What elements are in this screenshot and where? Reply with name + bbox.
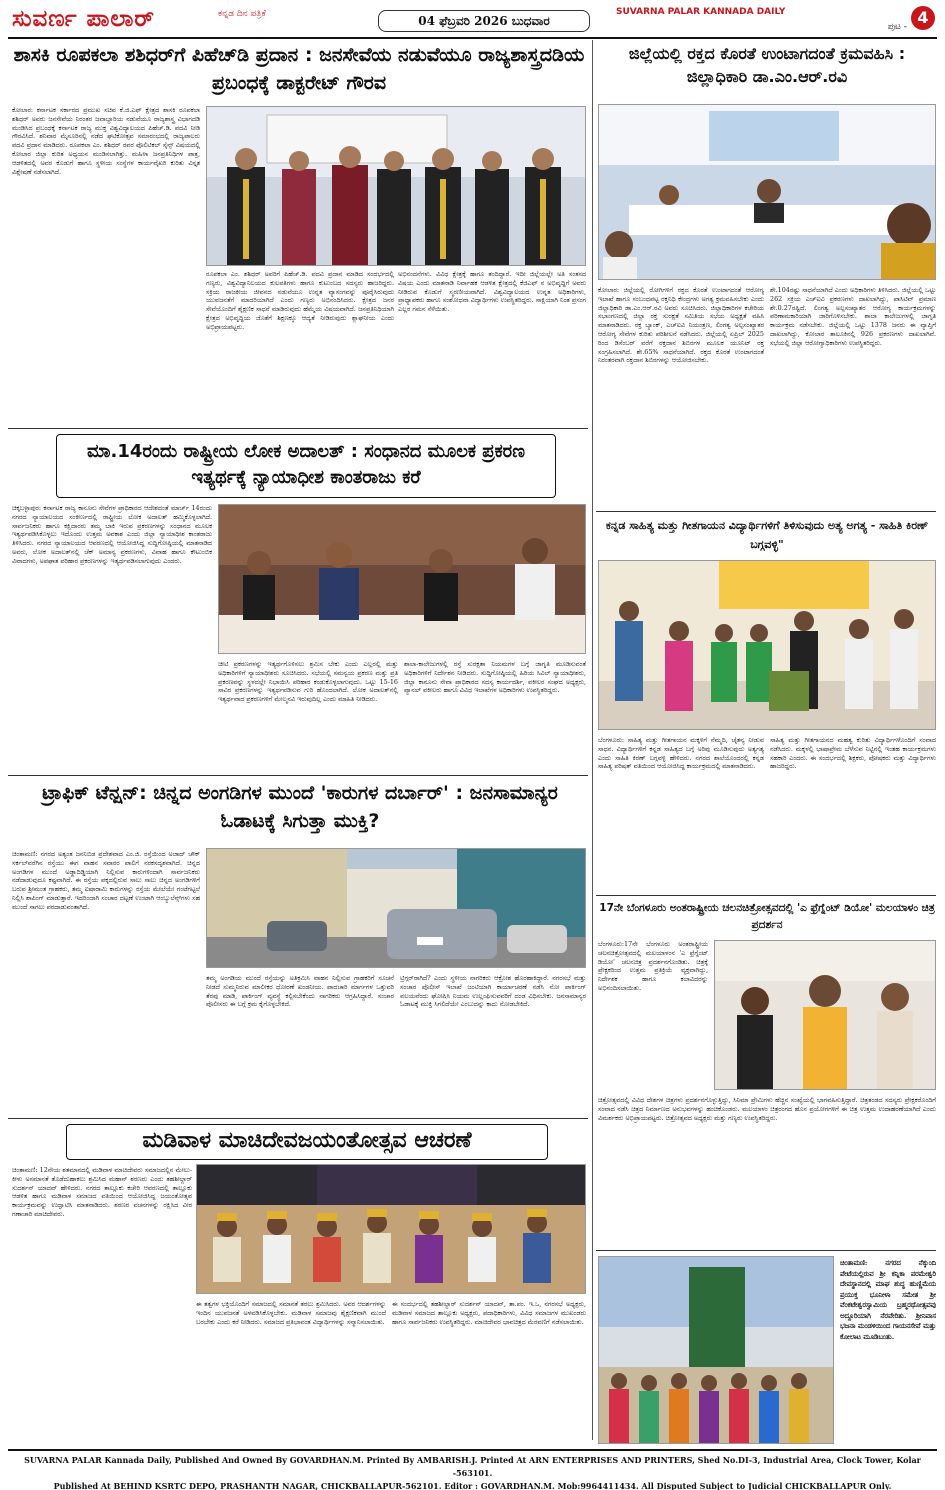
article-body: ಬೆಂಗಳೂರು:17ನೇ ಬೆಂಗಳೂರು ಅಂತರಾಷ್ಟ್ರೀಯ ಚಲನಚಿತ್ರೋತ್ಸವದಲ್ಲಿ ಮಲಯಾಳಂನ 'ಎ ಫ್ರೆಗ್ನೆಂಟ್ ಡಿಯೋ' ಚಲನಚಿತ್ರ ಪ್ರದರ್ಶನಗೊಂಡಿತು. ಚಿತ್ರಕ್ಕೆ ಪ್ರೇಕ್ಷಕರಿಂದ ಉತ್ತಮ ಪ್ರತಿಕ್ರಿಯೆ ವ್ಯಕ್ತವಾಗಿದ್ದು, ನಿರ್ದೇಶಕ ಹಾಗೂ ಕಲಾವಿದರನ್ನು ಅಭಿನಂದಿಸಲಾಯಿತು.: [598, 940, 708, 992]
imprint-line-1: SUVARNA PALAR Kannada Daily, Published And Owned By GOVARDHAN.M. Printed By AMBARISH.J. Printed At ARN ENTERPRISES AND PRINTERS, Shed No.DI-3, Industrial Area, Clock Tower, Kolar -563101.: [24, 1455, 921, 1478]
chariot-festival-photo: [598, 1256, 834, 1444]
article-body: ಚಿಂತಾಮಣಿ: ನಗರದ ಅತ್ಯಂತ ಜನನಿಬಿಡ ಪ್ರದೇಶವಾದ ಎಂ.ಜಿ. ರಸ್ತೆಯಿಂದ ಅಜಾದ್ ಚೌಕ್ ಸರ್ಕಲ್‌ವರೆಗಿನ ರಸ್ತೆಯು ಈಗ ವಾಹನ ಸವಾರರ ಪಾಲಿಗೆ ನರಕಸದೃಶವಾಗಿದೆ. ಚಿನ್ನದ ಅಂಗಡಿಗಳ ಮುಂದೆ ಅಡ್ಡಾದಿಡ್ಡಿಯಾಗಿ ನಿಲ್ಲಿಸುವ ಕಾರುಗಳಿಂದಾಗಿ ಸಾರ್ವಜನಿಕರು ನಡೆದಾಡುವುದೂ ಕಷ್ಟವಾಗಿದೆ. ಈ ರಸ್ತೆಯ ಪಕ್ಕದಲ್ಲಿರುವ ಸಾಲು ಸಾಲು ಚಿನ್ನದ ಅಂಗಡಿಗಳಿಗೆ ಬರುವ ಶ್ರೀಮಂತ ಗ್ರಾಹಕರು, ತಮ್ಮ ಐಷಾರಾಮಿ ಕಾರುಗಳನ್ನು ರಸ್ತೆಯ ಮೇಲೆಯೇ ಗಂಟೆಗಟ್ಟಲೆ ನಿಲ್ಲಿಸಿ ಶಾಪಿಂಗ್ ಮಾಡುತ್ತಾರೆ. ಇದರಿಂದಾಗಿ ಸಂಚಾರ ದಟ್ಟಣೆ ಉಂಟಾಗಿ ಆಂಬ್ಯುಲೆನ್ಸ್‌ಗಳು ಸಹ ಮುಂದೆ ಸಾಗಲು ಪರದಾಡುವಂತಾಗಿದೆ.: [12, 850, 200, 911]
article-body: ರೂಪಕಲಾ ಎಂ. ಶಶಿಧರ್ ಅವರಿಗೆ ಪಿಹೆಚ್.ಡಿ. ಪದವಿ ಪ್ರದಾನ ಮಾಡಿದ ಸಂದರ್ಭದಲ್ಲಿ ಗಣ್ಯರು, ವಿಶ್ವವಿದ್ಯಾನಿಲಯದ ಕುಲಪತಿಗಳು ಹಾಗೂ ಕುಟುಂಬದ ಸದಸ್ಯರು ಹಾಜರಿದ್ದರು. ಸಕ್ರಿಯ ರಾಜಕೀಯ ಜೀವನದ ನಡುವೆಯೂ ಉನ್ನತ ವ್ಯಾಸಂಗವನ್ನು ಪೂರೈಸಿರುವುದು ಯುವಜನತೆಗೆ ಮಾದರಿಯಾಗಿದೆ ಎಂದು ಗಣ್ಯರು ಅಭಿನಂದಿಸಿದರು. ಕ್ಷೇತ್ರದ ಜನರ ಸೇವೆಯೊಂದಿಗೆ ಶೈಕ್ಷಣಿಕ ಸಾಧನೆ ಮಾಡಿರುವುದು ಹೆಮ್ಮೆಯ ವಿಷಯವಾಗಿದೆ. ಜನಪ್ರತಿನಿಧಿಯಾಗಿ ಕ್ಷೇತ್ರದ ಅಭಿವೃದ್ಧಿಯ ಜೊತೆಗೆ ಶಿಕ್ಷಣಕ್ಕೂ ಆದ್ಯತೆ ನೀಡಿರುವುದು ಶ್ಲಾಘನೀಯ ಎಂದು ಅಭಿಪ್ರಾಯಪಟ್ಟರು.: [206, 270, 394, 331]
article-headline: ಶಾಸಕಿ ರೂಪಕಲಾ ಶಶಿಧರ್‌ಗೆ ಪಿಹೆಚ್‌ಡಿ ಪ್ರದಾನ : ಜನಸೇವೆಯ ನಡುವೆಯೂ ರಾಜ್ಯಶಾಸ್ತ್ರದಡಿಯ ಪ್ರಬಂಧಕ್ಕೆ ಡಾಕ್ಟರೇಟ್ ಗೌರವ: [13, 44, 585, 94]
phd-convocation-photo: [206, 106, 586, 266]
article-body: ಅಭಿನಂದನೆಗಳು. ವಿವಿಧ ಕ್ಷೇತ್ರಕ್ಕೆ ಹಾಗೂ ತಂದಿದ್ದಾರೆ. ಇದೀ ಜಿಲ್ಲೆಯಲ್ಲೇ ಅತಿ ಸಂತಸದ ವಿಷಯ ಎಂದು ಮಾತನಾಡಿ ನಿರ್ವಾಹಕ ಆಡಳಿತ ಕ್ಷೇತ್ರದಲ್ಲಿ ಕೆಜಿಎಫ್ ನ ಅಭಿವೃದ್ಧಿಗೆ ಅವರು ನೀಡಿರುವ ಕೊಡುಗೆ ಸ್ಮರಣೀಯವಾಗಿದೆ. ವಿಶ್ವವಿದ್ಯಾಲಯದ ಉನ್ನತ ಅಧಿಕಾರಿಗಳು, ಪ್ರಾಧ್ಯಾಪಕರು ಹಾಗೂ ಸಂಶೋಧನಾ ವಿದ್ಯಾರ್ಥಿಗಳು ಉಪಸ್ಥಿತರಿದ್ದರು. ಸಾಕ್ಷಿಯಾಗಿ ನಿಂತ ಪ್ರಸಂಗ ಎಲ್ಲರ ಗಮನ ಸೆಳೆಯಿತು.: [398, 270, 586, 314]
film-festival-photo: [714, 940, 936, 1090]
article-body: ಚಿಂತಾಮಣಿ: 12ನೇಯ ಶತಮಾನದಲ್ಲಿ ಮಡಿವಾಳ ಮಾಚಿದೇವರು ಸಮಾಜದಲ್ಲಿನ ಮೇಲು-ಕೀಳು ಅಸಮಾನತೆ ತೊಡೆದುಹಾಕಲು ಶ್ರಮಿಸಿದ ಮಹಾನ್ ಶರಣರು ಎಂದು ತಹಶೀಲ್ದಾರ್ ಸುದರ್ಶನ್ ಯಾದವ್ ಹೇಳಿದರು. ನಗರದ ತಾಲ್ಲೂಕು ಕಚೇರಿ ಆವರಣದಲ್ಲಿ ತಾಲ್ಲೂಕು ಆಡಳಿತ ಹಾಗೂ ಮಡಿವಾಳ ಸಮಾಜದ ವತಿಯಿಂದ ಆಯೋಜಿಸಿದ್ದ ಜಯಂತೋತ್ಸವ ಕಾರ್ಯಕ್ರಮವನ್ನು ಉದ್ಘಾಟಿಸಿ ಮಾತನಾಡಿದರು. ಶರಣರ ವಚನಗಳನ್ನು ರಕ್ಷಿಸಿದ ವೀರ ಗಣಾಚಾರಿ ಮಾಚಿದೇವರು.: [12, 1166, 192, 1218]
article-body: ಬೆಂಗಳೂರು: ಸಾಹಿತ್ಯ ಮತ್ತು ಗೀತಗಾಯನ ಮಕ್ಕಳಿಗೆ ನೆಮ್ಮದಿ, ಚೈತನ್ಯ ನೀಡುವ ಸಾಧನ. ವಿದ್ಯಾರ್ಥಿಗಳಿಗೆ ಕನ್ನಡ ಸಾಹಿತ್ಯದ ಬಗ್ಗೆ ಅರಿವು ಮೂಡಿಸುವುದು ಅತ್ಯಗತ್ಯ ಎಂದು ಸಾಹಿತಿ ಕಿರಣ್ ಬಗ್ಗವಳ್ಳಿ ಹೇಳಿದರು. ನಗರದ ಶಾಲೆಯೊಂದರಲ್ಲಿ ಕನ್ನಡ ಸಾಹಿತ್ಯ ಪರಿಷತ್ ವತಿಯಿಂದ ಆಯೋಜಿಸಿದ್ದ ಕಾರ್ಯಕ್ರಮದಲ್ಲಿ ಮಾತನಾಡಿದರು.: [598, 736, 764, 771]
section-divider: [596, 895, 936, 896]
article-headline: ಮಾ.14ರಂದು ರಾಷ್ಟ್ರೀಯ ಲೋಕ ಅದಾಲತ್ : ಸಂಧಾನದ ಮೂಲಕ ಪ್ರಕರಣ ಇತ್ಯರ್ಥಕ್ಕೆ ನ್ಯಾಯಾಧೀಶ ಕಾಂತರಾಜು ಕರೆ: [56, 434, 556, 498]
blood-committee-meeting-photo: [598, 104, 936, 280]
article-body: ಶೇ.104ರಷ್ಟು ಸಾಧನೆಯಾಗಿದೆ ಎಂದು ಅಧಿಕಾರಿಗಳು ತಿಳಿಸಿದರು. ಜಿಲ್ಲೆಯಲ್ಲಿ ಒಟ್ಟು 262 ಸಕ್ರಿಯ ಎಚ್‌ಐವಿ ಪ್ರಕರಣಗಳು ದಾಖಲಾಗಿದ್ದು, ಪಾಸಿಟಿವ್ ಪ್ರಮಾಣ ಶೇ.0.27ರಷ್ಟಿದೆ. ಲಿಂಗತ್ವ ಅಲ್ಪಸಂಖ್ಯಾತರ ಆರೋಗ್ಯ ಕಾರ್ಯಕ್ರಮಗಳನ್ನು ಪರಿಣಾಮಕಾರಿಯಾಗಿ ಜಾರಿಗೊಳಿಸಬೇಕು. ಶಾಲಾ ಕಾಲೇಜುಗಳಲ್ಲಿ ಜಾಗೃತಿ ಕಾರ್ಯಕ್ರಮ ನಡೆಸಬೇಕು. ಜಿಲ್ಲೆಯಲ್ಲಿ ಒಟ್ಟು 1378 ಜನರು ಈ ವ್ಯಾಪ್ತಿಗೆ ದಾಖಲಾಗಿದ್ದು, ಕೋಲಾರ ತಾಲೂಕಿನಲ್ಲಿ 926 ಪ್ರಕರಣಗಳು ದಾಖಲಾಗಿವೆ. ಸಭೆಯಲ್ಲಿ ಜಿಲ್ಲಾ ಆರೋಗ್ಯಾಧಿಕಾರಿಗಳು ಉಪಸ್ಥಿತರಿದ್ದರು.: [770, 286, 936, 347]
jayanthi-celebration-photo: [196, 1164, 586, 1294]
article-body: ಈ ಸಂದರ್ಭದಲ್ಲಿ ತಹಶೀಲ್ದಾರ್ ಸುದರ್ಶನ್ ಯಾದವ್, ತಾ.ಪಂ. ಇ.ಒ, ನಗರಸಭೆ ಅಧ್ಯಕ್ಷರು, ಮಡಿವಾಳ ಸಮಾಜದ ತಾಲ್ಲೂಕು ಅಧ್ಯಕ್ಷರು, ಪದಾಧಿಕಾರಿಗಳು, ವಿವಿಧ ಸಮಾಜಗಳ ಮುಖಂಡರು ಹಾಗೂ ಸಾರ್ವಜನಿಕರು ಉಪಸ್ಥಿತರಿದ್ದರು. ಮಾಚಿದೇವರ ಭಾವಚಿತ್ರದ ಮೆರವಣಿಗೆ ನಡೆಸಲಾಯಿತು.: [392, 1300, 586, 1326]
article-body: ಈ ತತ್ವಗಳ ಭಕ್ತಿಯೊಂದಿಗೆ ಸಮಾಜದಲ್ಲಿ ಸಮಾನತೆ ತರಲು ಶ್ರಮಿಸಿದರು. ಅವರ ಆದರ್ಶಗಳನ್ನು ಇಂದಿನ ಯುವಜನತೆ ಅಳವಡಿಸಿಕೊಳ್ಳಬೇಕು. ಮಡಿವಾಳ ಸಮಾಜವು ಶೈಕ್ಷಣಿಕವಾಗಿ ಮುಂದೆ ಬರಬೇಕು ಎಂದು ಕರೆ ನೀಡಿದರು. ಸಮಾಜದ ಪ್ರತಿಭಾವಂತ ವಿದ್ಯಾರ್ಥಿಗಳನ್ನು ಸನ್ಮಾನಿಸಲಾಯಿತು.: [196, 1300, 386, 1326]
article-body: ಚಿತ್ರೋತ್ಸವದಲ್ಲಿ ವಿವಿಧ ದೇಶಗಳ ಚಿತ್ರಗಳು ಪ್ರದರ್ಶನಗೊಳ್ಳುತ್ತಿದ್ದು, ಸಿನಿಮಾ ಪ್ರೇಮಿಗಳು ಹೆಚ್ಚಿನ ಸಂಖ್ಯೆಯಲ್ಲಿ ಭಾಗವಹಿಸುತ್ತಿದ್ದಾರೆ. ಚಿತ್ರತಂಡದ ಸದಸ್ಯರು ಪ್ರೇಕ್ಷಕರೊಂದಿಗೆ ಸಂವಾದ ನಡೆಸಿ ಚಿತ್ರದ ನಿರ್ಮಾಣದ ಅನುಭವಗಳನ್ನು ಹಂಚಿಕೊಂಡರು. ಮಲಯಾಳಂ ಚಿತ್ರರಂಗದ ಹೊಸ ಪ್ರಯೋಗಗಳಿಗೆ ಈ ಚಿತ್ರ ಉತ್ತಮ ಉದಾಹರಣೆಯಾಗಿದೆ ಎಂದು ವಿಮರ್ಶಕರು ಅಭಿಪ್ರಾಯಪಟ್ಟರು. ಚಿತ್ರೋತ್ಸವದ ಅಧ್ಯಕ್ಷರು ಮತ್ತು ಗಣ್ಯರು ಉಪಸ್ಥಿತರಿದ್ದರು.: [598, 1096, 936, 1122]
article-body: ಕೋಲಾರ: ಜಿಲ್ಲೆಯಲ್ಲಿ ರೋಗಿಗಳಿಗೆ ರಕ್ತದ ಕೊರತೆ ಉಂಟಾಗದಂತೆ ಆರೋಗ್ಯ ಇಲಾಖೆ ಹಾಗೂ ಸಂಬಂಧಪಟ್ಟ ರಕ್ತನಿಧಿ ಕೇಂದ್ರಗಳು ಅಗತ್ಯ ಕ್ರಮವಹಿಸಬೇಕು ಎಂದು ಜಿಲ್ಲಾಧಿಕಾರಿ ಡಾ.ಎಂ.ಆರ್.ರವಿ ಅವರು ಸೂಚಿಸಿದರು. ಜಿಲ್ಲಾಧಿಕಾರಿಗಳ ಕಚೇರಿಯ ಸಭಾಂಗಣದಲ್ಲಿ ಜಿಲ್ಲಾ ರಕ್ತ ಸುರಕ್ಷತೆ ಸಮಿತಿಯ ಸಭೆಯ ಅಧ್ಯಕ್ಷತೆ ವಹಿಸಿ ಮಾತನಾಡಿದರು. ರಕ್ತ ಬ್ಯಾಂಕ್, ಎಚ್‌ಐವಿ ನಿಯಂತ್ರಣ, ಲಿಂಗತ್ವ ಅಲ್ಪಸಂಖ್ಯಾತರ ಆರೋಗ್ಯ ಸೇವೆಗಳ ಕುರಿತು ಪರಿಶೀಲನೆ ನಡೆಸಿದರು. ಜಿಲ್ಲೆಯಲ್ಲಿ ಏಪ್ರಿಲ್ 2025 ರಿಂದ ಡಿಸೆಂಬರ್ ವರೆಗೆ ರಕ್ತದಾನ ಶಿಬಿರಗಳ ಮೂಲಕ ಯೂನಿಟ್ ರಕ್ತ ಸಂಗ್ರಹಿಸಲಾಗಿದೆ. ಶೇ.65% ಸಾಧನೆಯಾಗಿದೆ. ರಕ್ತದ ಕೊರತೆ ಉಂಟಾಗದಂತೆ ನಿರಂತರವಾಗಿ ರಕ್ತದಾನ ಶಿಬಿರಗಳನ್ನು ಆಯೋಜಿಸಬೇಕು.: [598, 286, 764, 365]
section-divider: [8, 775, 588, 776]
newspaper-english-name: SUVARNA PALAR KANNADA DAILY: [616, 7, 786, 17]
section-divider: [596, 1250, 936, 1251]
article-body: ಶಾಲಾ-ಕಾಲೇಜುಗಳಲ್ಲಿ ರಸ್ತೆ ಸುರಕ್ಷತಾ ನಿಯಮಗಳ ಬಗ್ಗೆ ಜಾಗೃತಿ ಮೂಡಿಸುವಂತೆ ಅಧಿಕಾರಿಗಳಿಗೆ ನಿರ್ದೇಶನ ನೀಡಿದರು. ಸುದ್ದಿಗೋಷ್ಠಿಯಲ್ಲಿ ಹಿರಿಯ ಸಿವಿಲ್ ನ್ಯಾಯಾಧೀಶರು, ಜಿಲ್ಲಾ ಕಾನೂನು ಸೇವಾ ಪ್ರಾಧಿಕಾರದ ಸದಸ್ಯ ಕಾರ್ಯದರ್ಶಿ, ವಕೀಲರ ಸಂಘದ ಅಧ್ಯಕ್ಷರು, ಪ್ಯಾನಲ್ ವಕೀಲರು ಹಾಗೂ ವಿವಿಧ ಇಲಾಖೆಗಳ ಅಧಿಕಾರಿಗಳು ಉಪಸ್ಥಿತರಿದ್ದರು.: [404, 660, 586, 695]
article-headline: ಜಿಲ್ಲೆಯಲ್ಲಿ ರಕ್ತದ ಕೊರತೆ ಉಂಟಾಗದಂತೆ ಕ್ರಮವಹಿಸಿ : ಜಿಲ್ಲಾಧಿಕಾರಿ ಡಾ.ಎಂ.ಆರ್.ರವಿ: [628, 44, 906, 87]
article-body: ಟ್ರಿಗ್ಗರ್‌ರಾಗಿದೆ? ಎಂದು ಸ್ಥಳೀಯ ನಾಗರಿಕರು ಆಕ್ರೋಶ ಹೊರಹಾಕಿದ್ದಾರೆ. ನಗರಸಭೆ ಮತ್ತು ಸಂಚಾರ ಪೊಲೀಸ್ ಇಲಾಖೆ ಜಂಟಿಯಾಗಿ ಕಾರ್ಯಾಚರಣೆ ನಡೆಸಿ ನೋ ಪಾರ್ಕಿಂಗ್ ವಲಯವೆಂದು ಘೋಷಿಸಿ ನಿಯಮ ಉಲ್ಲಂಘಿಸುವವರಿಗೆ ದಂಡ ವಿಧಿಸಬೇಕು. ಜನಸಾಮಾನ್ಯರ ಓಡಾಟಕ್ಕೆ ಮುಕ್ತಿ ಸಿಗಲಿದೆಯೇ ಎಂಬುದನ್ನು ಕಾದು ನೋಡಬೇಕಿದೆ.: [400, 974, 586, 1009]
newspaper-title: ಸುವರ್ಣ ಪಾಲಾರ್: [12, 6, 156, 32]
page-label: ಪುಟ -: [887, 22, 907, 32]
masthead-rule: [8, 37, 937, 39]
issue-date: 04 ಫೆಬ್ರವರಿ 2026 ಬುಧವಾರ: [378, 10, 590, 32]
article-body: ಚಿಂತಾಮಣಿ: ನಗರದ ನೆಕ್ಕುಂದಿ ಪೇಟೆಯಲ್ಲಿರುವ ಶ್ರೀ ಕನ್ನಿಕಾ ಪರಮೇಶ್ವರಿ ದೇವಸ್ಥಾನದಲ್ಲಿ ಮಾಘ ಶುದ್ಧ ಹುಣ್ಣಿಮೆಯ ಪ್ರಯುಕ್ತ ಭೂನೀಳಾ ಸಮೇತ ಶ್ರೀ ವೆಂಕಟೇಶ್ವರಸ್ವಾಮಿಯ ಬ್ರಹ್ಮರಥೋತ್ಸವವು ಅದ್ದೂರಿಯಾಗಿ ನೆರವೇರಿತು. ಶ್ರೀನಿವಾಸ ಭಜನಾ ಮಂಡಳಿಯಿಂದ ಗಾಯನಸೇವೆ ಮತ್ತು ಕೋಲಾಟ ಮೂಡಿಬಂತು.: [840, 1259, 936, 1341]
column-divider: [592, 40, 593, 1440]
newspaper-tagline: ಕನ್ನಡ ದಿನ ಪತ್ರಿಕೆ: [218, 9, 266, 19]
masthead: [8, 6, 937, 36]
section-divider: [8, 428, 588, 429]
article-body: ಸಾಹಿತ್ಯ ಮತ್ತು ಗೀತಗಾಯನದ ಮಹತ್ವ ಕುರಿತು ವಿದ್ಯಾರ್ಥಿಗಳೊಂದಿಗೆ ಸಂವಾದ ನಡೆಸಿದರು. ಮಕ್ಕಳಲ್ಲಿ ಭಾಷಾಪ್ರೇಮ ಬೆಳೆಸುವ ನಿಟ್ಟಿನಲ್ಲಿ ಇಂತಹ ಕಾರ್ಯಕ್ರಮಗಳು ಸಹಕಾರಿ ಎಂದರು. ಈ ಸಂದರ್ಭದಲ್ಲಿ ಶಿಕ್ಷಕರು, ಪೋಷಕರು ಮತ್ತು ವಿದ್ಯಾರ್ಥಿಗಳು ಹಾಜರಿದ್ದರು.: [770, 736, 936, 771]
article-headline: 17ನೇ ಬೆಂಗಳೂರು ಅಂತರಾಷ್ಟ್ರೀಯ ಚಲನಚಿತ್ರೋತ್ಸವದಲ್ಲಿ 'ಎ ಫ್ರೆಗ್ನೆಂಟ್ ಡಿಯೋ' ಮಲಯಾಳಂ ಚಿತ್ರ ಪ್ರದರ್ಶನ: [599, 902, 935, 931]
imprint-footer: [8, 1449, 937, 1490]
section-divider: [8, 1118, 588, 1119]
article-headline: ಟ್ರಾಫಿಕ್ ಟೆನ್ಷನ್: ಚಿನ್ನದ ಅಂಗಡಿಗಳ ಮುಂದೆ 'ಕಾರುಗಳ ದರ್ಬಾರ್' : ಜನಸಾಮಾನ್ಯರ ಓಡಾಟಕ್ಕೆ ಸಿಗುತ್ತಾ ಮುಕ್ತಿ?: [42, 782, 558, 832]
page-number: 4: [911, 6, 935, 30]
kannada-sahitya-event-photo: [598, 560, 936, 730]
section-divider: [596, 511, 936, 512]
traffic-street-photo: [206, 848, 586, 968]
imprint-line-2: Published At BEHIND KSRTC DEPO, PRASHANTH NAGAR, CHICKBALLAPUR-562101. Editor : GOVARDHAN.M. Mob:9964411434. All Disputed Subject to Judicial CHICKBALLAPUR Only.: [53, 1481, 892, 1490]
article-body: ತಮ್ಮ ಅಂಗಡಿಯ ಮುಂದೆ ರಸ್ತೆಯನ್ನು ಅತಿಕ್ರಮಿಸಿ ವಾಹನ ನಿಲ್ಲಿಸುವ ಗ್ರಾಹಕರಿಗೆ ಸೂಚನೆ ನೀಡದೆ ಸುಮ್ಮನಿರುವ ಮಾಲೀಕರ ಧೋರಣೆ ಖಂಡನೀಯ. ಪಾದಚಾರಿ ಮಾರ್ಗಗಳ ಒತ್ತುವರಿ ತೆರವು ಮಾಡಿ, ಪಾರ್ಕಿಂಗ್ ವ್ಯವಸ್ಥೆ ಕಲ್ಪಿಸಬೇಕೆಂದು ನಾಗರಿಕರು ಆಗ್ರಹಿಸಿದ್ದಾರೆ. ಸಂಚಾರ ಪೊಲೀಸರು ಈ ಬಗ್ಗೆ ಕ್ರಮ ಕೈಗೊಳ್ಳಬೇಕಿದೆ.: [206, 974, 394, 1009]
article-body: ಕೋಲಾರ: ಕರ್ನಾಟಕ ಸರ್ಕಾರದ ಪ್ರಮುಖ ಸಚಿವ ಕೆ.ಜಿ.ಎಫ್ ಕ್ಷೇತ್ರದ ಶಾಸಕಿ ರೂಪಕಲಾ ಶಶಿಧರ್ ಅವರು ಜನಸೇವೆಯ ನಿರಂತರ ಜವಾಬ್ದಾರಿಯ ನಡುವೆಯೂ ರಾಜ್ಯಶಾಸ್ತ್ರ ವಿಭಾಗದಡಿ ಮಂಡಿಸಿದ ಪ್ರಬಂಧಕ್ಕೆ ಕರ್ನಾಟಕ ರಾಜ್ಯ ಮುಕ್ತ ವಿಶ್ವವಿದ್ಯಾಲಯದ ಪಿಹೆಚ್.ಡಿ. ಪದವಿ ನೀಡಿ ಗೌರವಿಸಿದೆ. ಶನಿವಾರ ಮೈಸೂರಿನಲ್ಲಿ ನಡೆದ ಘಟಿಕೋತ್ಸವ ಸಮಾರಂಭದಲ್ಲಿ ರಾಜ್ಯಪಾಲರು ಪದವಿ ಪ್ರದಾನ ಮಾಡಿದರು. ರೂಪಕಲಾ ಎಂ. ಶಶಿಧರ್ ರವರ ಪೊಲಿಟಿಕಲ್ ಸೈನ್ಸ್ ವಿಷಯದಲ್ಲಿ ಕೋಲಾರ ಜಿಲ್ಲಾ ಕುರಿತ ಅಧ್ಯಯನ ಮಂಡಿಸಲಾಗಿತ್ತು. ಮಹಿಳಾ ಜನಪ್ರತಿನಿಧಿಗಳ ಪಾತ್ರ, ಆಡಳಿತದಲ್ಲಿ ಅವರ ಕೊಡುಗೆ ಹಾಗೂ ಸ್ಥಳೀಯ ಸಂಸ್ಥೆಗಳ ಕಾರ್ಯವೈಖರಿ ಕುರಿತು ವಿಸ್ತೃತ ವಿಶ್ಲೇಷಣೆ ನಡೆಸಲಾಗಿದೆ.: [12, 106, 200, 176]
article-body: ಚಿಕ್ಕಬಳ್ಳಾಪುರ: ಕರ್ನಾಟಕ ರಾಜ್ಯ ಕಾನೂನು ಸೇವೆಗಳ ಪ್ರಾಧಿಕಾರದ ಆದೇಶದಂತೆ ಮಾರ್ಚ್ 14ರಂದು ನಗರದ ನ್ಯಾಯಾಲಯದ ಸಂಕೀರ್ಣದಲ್ಲಿ ರಾಷ್ಟ್ರೀಯ ಲೋಕ ಅದಾಲತ್ ಹಮ್ಮಿಕೊಳ್ಳಲಾಗಿದೆ. ಸಾರ್ವಜನಿಕರು ಹಾಗೂ ಕಕ್ಷಿದಾರರು ತಮ್ಮ ಬಾಕಿ ಇರುವ ಪ್ರಕರಣಗಳನ್ನು ಸಂಧಾನದ ಮೂಲಕ ಇತ್ಯರ್ಥಪಡಿಸಿಕೊಳ್ಳಲು ಇದೊಂದು ಉತ್ತಮ ಅವಕಾಶ ಎಂದು ಜಿಲ್ಲಾ ನ್ಯಾಯಾಧೀಶ ಕಾಂತರಾಜು ತಿಳಿಸಿದರು. ನಗರದ ನ್ಯಾಯಾಲಯದ ಆವರಣದಲ್ಲಿ ಆಯೋಜಿಸಿದ್ದ ಸುದ್ದಿಗೋಷ್ಠಿಯಲ್ಲಿ ಮಾತನಾಡಿದ ಅವರು, ಲೋಕ ಅದಾಲತ್‌ನಲ್ಲಿ ಚೆಕ್ ಅಮಾನ್ಯ ಪ್ರಕರಣಗಳು, ವಿವಾಹ ಹಾಗೂ ಕೌಟುಂಬಿಕ ವಿವಾದಗಳು, ಅಪಘಾತ ಪರಿಹಾರ ಪ್ರಕರಣಗಳನ್ನು ಇತ್ಯರ್ಥಪಡಿಸಲಾಗುವುದು ಎಂದರು.: [12, 504, 212, 565]
article-body: ಚೀಟಿ ಪ್ರಕರಣಗಳನ್ನು ಇತ್ಯರ್ಥಗೊಳಿಸಲು ಶ್ರಮಿಸ ಬೇಕು ಎಂದು ಎಲ್ಲರಲ್ಲಿ ಮತ್ತು ಅಧಿಕಾರಿಗಳಿಗೆ ನ್ಯಾಯಾಧೀಶರು ಸೂಚಿಸಿದರು. ಸಭೆಯಲ್ಲಿ ಸಮನ್ವಯ ಪ್ರಕರಣ ಮತ್ತು ಪ್ರತಿ ಪ್ರಕರಣವನ್ನು ಸ್ಥಳದಲ್ಲೇ ನಿಭಾಯಿಸಿ ಪರಿಹಾರ ಕಂಡುಕೊಳ್ಳಲಾಗುವುದು. ಒಟ್ಟು 15-16 ಸಾವಿರ ಪ್ರಕರಣಗಳನ್ನು ಇತ್ಯರ್ಥಪಡಿಸುವ ಗುರಿ ಹೊಂದಲಾಗಿದೆ. ಲೋಕ ಅದಾಲತ್‌ನಲ್ಲಿ ಇತ್ಯರ್ಥವಾದ ಪ್ರಕರಣಗಳಿಗೆ ಮೇಲ್ಮನವಿ ಇರುವುದಿಲ್ಲ ಎಂದು ಮಾಹಿತಿ ನೀಡಿದರು.: [218, 660, 398, 704]
article-headline: ಮಡಿವಾಳ ಮಾಚಿದೇವಜಯಂತೋತ್ಸವ ಆಚರಣೆ: [66, 1124, 548, 1160]
article-headline: ಕನ್ನಡ ಸಾಹಿತ್ಯ ಮತ್ತು ಗೀತಗಾಯನ ವಿದ್ಯಾರ್ಥಿಗಳಿಗೆ ತಿಳಿಸುವುದು ಅತ್ಯ ಅಗತ್ಯ - ಸಾಹಿತಿ ಕಿರಣ್ ಬಗ್ಗವಳ್ಳಿ": [605, 519, 929, 551]
press-meet-photo: [218, 504, 586, 654]
